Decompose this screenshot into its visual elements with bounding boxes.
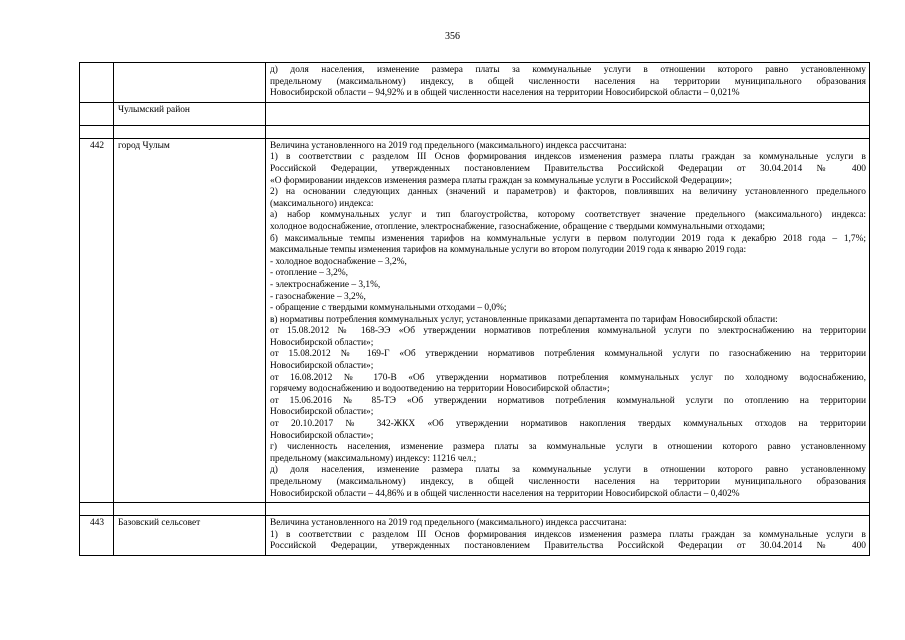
text-line: 1) в соответствии с разделом III Основ формирования индексов изменения размера платы граждан за коммунальные услуги в: [270, 529, 866, 540]
text-line: предельному (максимальному) индексу, в общей численности населения на территории муниципального образования: [270, 477, 866, 487]
text-line: «О формировании индексов изменения размера платы граждан за коммунальные услуги в Российской Федерации»;: [270, 175, 732, 186]
table-row-442: [80, 138, 870, 502]
district-name: Чулымский район: [114, 102, 266, 125]
text-line: г) численность населения, изменение размера платы за коммунальные услуги в отношении которого равно установленному: [270, 442, 866, 453]
description-cell: [266, 516, 870, 556]
spacer-row: [80, 503, 870, 516]
district-row: [80, 102, 870, 125]
text-line: д) доля населения, изменение размера платы за коммунальные услуги в отношении которого равно установленному: [270, 65, 866, 75]
text-line: д) доля населения, изменение размера платы за коммунальные услуги в отношении которого равно установленному: [270, 465, 866, 476]
text-line: - обращение с твердыми коммунальными отходами – 0,0%;: [270, 303, 507, 314]
spacer-cell: [266, 125, 870, 138]
spacer-cell: [266, 503, 870, 516]
text-line: - электроснабжение – 3,1%,: [270, 279, 381, 290]
text-line: Новосибирской области»;: [270, 337, 374, 348]
row-number: 443: [80, 516, 114, 556]
text-line: от 16.08.2012 № 170-В «Об утверждении нормативов потребления коммунальных услуг по холодному водоснабжению,: [270, 372, 866, 383]
row-number: 442: [80, 138, 114, 502]
text-line: Новосибирской области – 44,86% и в общей численности населения на территории Новосибирской области – 0,402%: [270, 488, 740, 499]
text-line: в) нормативы потребления коммунальных услуг, установленные приказами департамента по тарифам Новосибирской области:: [270, 314, 778, 325]
text-line: от 15.08.2012 № 169-Г «Об утверждении нормативов потребления коммунальной услуги по газоснабжению на территории: [270, 349, 866, 360]
spacer-cell: [80, 125, 114, 138]
page-number: 356: [445, 31, 460, 42]
text-line: от 20.10.2017 № 342-ЖКХ «Об утверждении нормативов накопления твердых коммунальных отходов на территории: [270, 419, 866, 430]
text-line: Новосибирской области»;: [270, 407, 374, 418]
text-line: предельному (максимальному) индексу, в общей численности населения на территории муниципального образования: [270, 76, 866, 87]
text-line: Новосибирской области – 94,92% и в общей численности населения на территории Новосибирской области – 0,021%: [270, 88, 740, 99]
text-line: от 15.06.2016 № 85-ТЭ «Об утверждении нормативов потребления коммунальной услуги по отоплению на территории: [270, 395, 866, 406]
row-number-cell: [80, 102, 114, 125]
text-line: Новосибирской области»;: [270, 361, 374, 372]
text-line: б) максимальные темпы изменения тарифов на коммунальные услуги в первом полугодии 2019 года к декабрю 2018 года – 1,7%;: [270, 233, 866, 244]
spacer-cell: [80, 503, 114, 516]
text-line: от 15.08.2012 № 168-ЭЭ «Об утверждении нормативов потребления коммунальной услуги по электроснабжению на территории: [270, 326, 866, 337]
text-line: Величина установленного на 2019 год предельного (максимального) индекса рассчитана:: [270, 140, 627, 151]
text-line: - отопление – 3,2%,: [270, 268, 348, 279]
description-cell: [266, 102, 870, 125]
text-line: Величина установленного на 2019 год предельного (максимального) индекса рассчитана:: [270, 518, 627, 529]
text-line: Новосибирской области»;: [270, 430, 374, 441]
table-row: [80, 63, 870, 103]
row-number-cell: [80, 63, 114, 103]
spacer-cell: [114, 125, 266, 138]
text-line: 1) в соответствии с разделом III Основ формирования индексов изменения размера платы граждан за коммунальные услуги в: [270, 152, 866, 163]
text-line: 2) на основании следующих данных (значений и параметров) и факторов, повлиявших на величину установленного предельного: [270, 187, 866, 198]
table-row-443: [80, 516, 870, 556]
municipality-cell: [114, 63, 266, 103]
text-line: - газоснабжение – 3,2%,: [270, 291, 366, 302]
text-line: а) набор коммунальных услуг и тип благоустройства, которому соответствует значение предельного (максимального) индекса:: [270, 210, 866, 221]
text-line: Российской Федерации, утвержденных постановлением Правительства Российской Федерации от 30.04.2014 № 400: [270, 163, 866, 174]
text-line: предельному (максимальному) индексу: 11216 чел.;: [270, 453, 477, 464]
description-cell: [266, 63, 870, 103]
text-line: - холодное водоснабжение – 3,2%,: [270, 256, 407, 267]
spacer-row: [80, 125, 870, 138]
description-cell: [266, 138, 870, 502]
text-line: Российской Федерации, утвержденных постановлением Правительства Российской Федерации от 30.04.2014 № 400: [270, 541, 866, 552]
municipality-name: город Чулым: [114, 138, 266, 502]
text-line: (максимального) индекса:: [270, 198, 374, 209]
text-line: горячему водоснабжению и водоотведению на территории Новосибирской области»;: [270, 384, 610, 395]
text-line: холодное водоснабжение, отопление, электроснабжение, газоснабжение, обращение с твердыми коммунальными отходами;: [270, 221, 765, 232]
spacer-cell: [114, 503, 266, 516]
municipality-name: Базовский сельсовет: [114, 516, 266, 556]
text-line: максимальные темпы изменения тарифов на коммунальные услуги во втором полугодии 2019 года к январю 2019 года:: [270, 245, 747, 256]
index-table: [79, 62, 870, 556]
